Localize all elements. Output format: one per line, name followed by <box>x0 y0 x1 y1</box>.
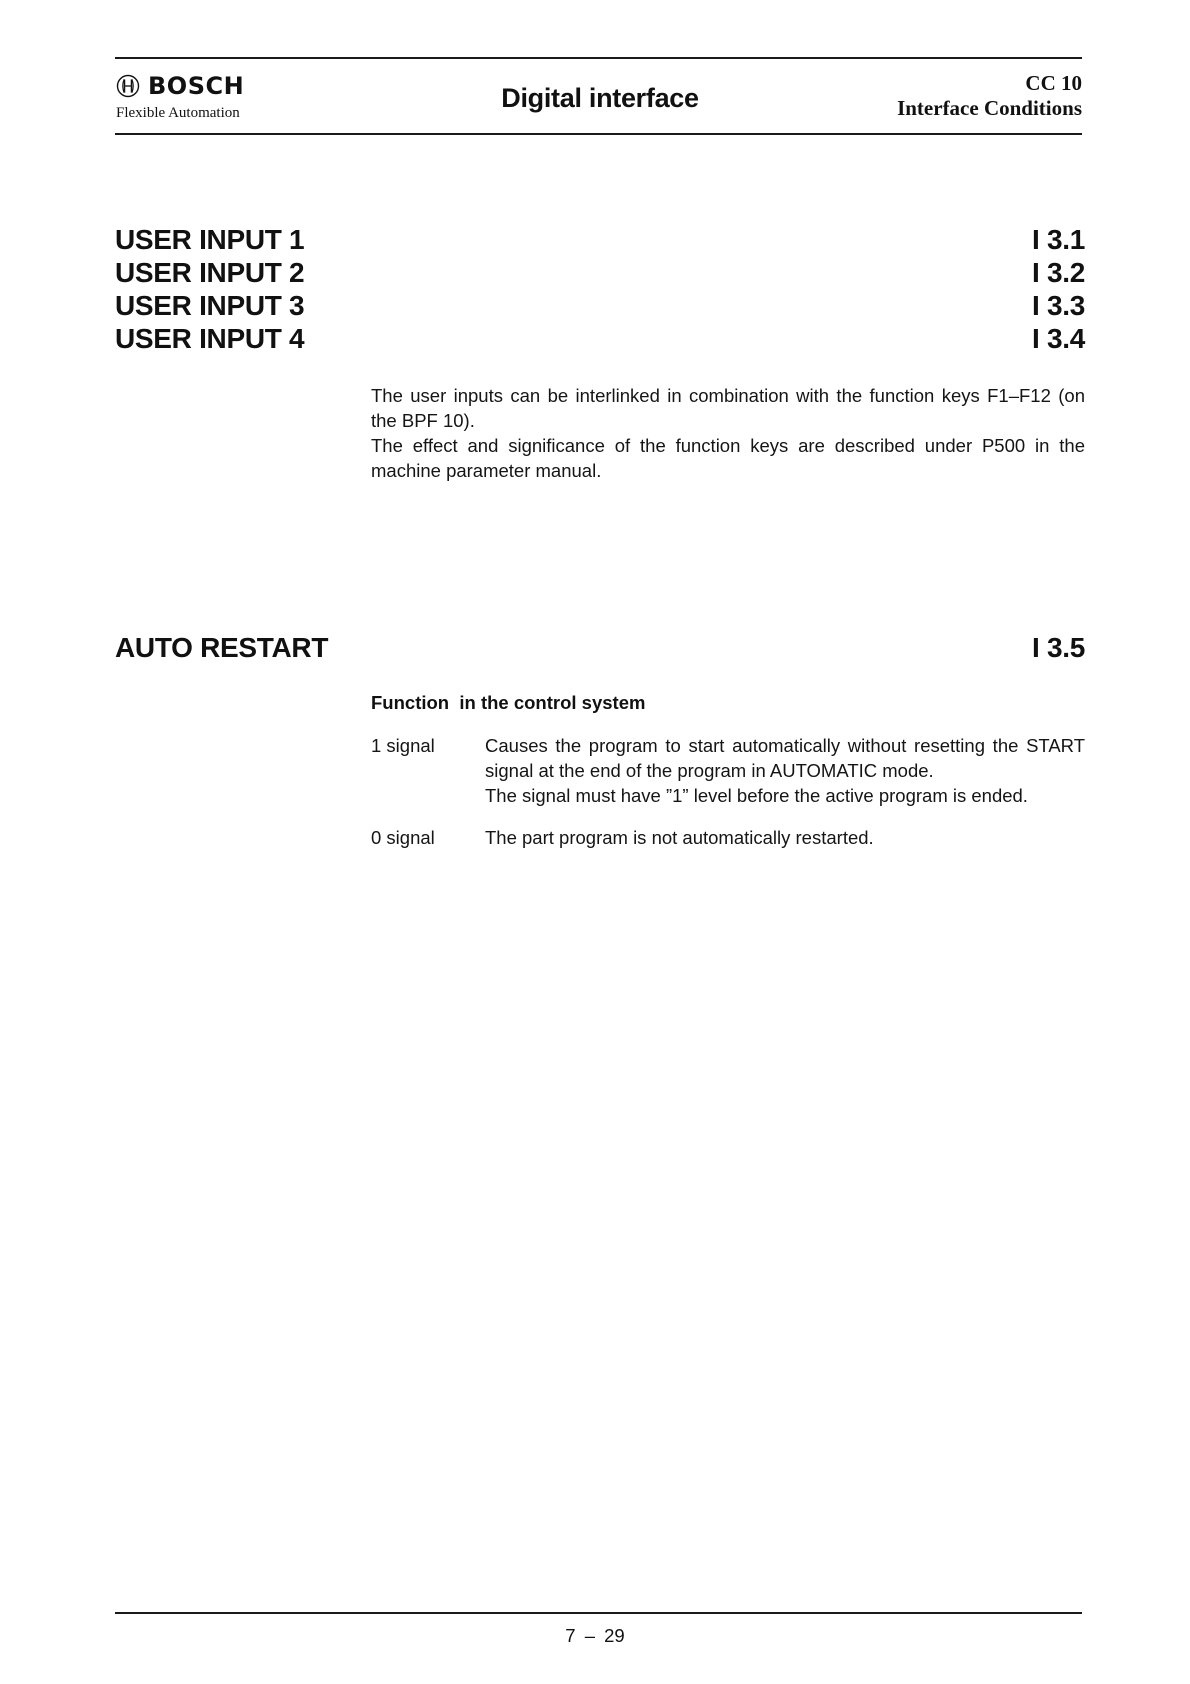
page-number: 7 – 29 <box>565 1625 625 1646</box>
brand-name: BOSCH <box>148 72 245 100</box>
paragraph: The user inputs can be interlinked in combination with the function keys F1–F12 (on the BPF 10). <box>371 385 1085 431</box>
bosch-logo <box>116 72 316 124</box>
signal-line: The part program is not automatically restarted. <box>485 827 874 848</box>
document-id <box>897 71 1082 121</box>
section-heading-label: USER INPUT 2 <box>115 257 305 288</box>
section-heading-row <box>115 289 1085 322</box>
user-input-description <box>371 383 1085 483</box>
document-code: CC 10 <box>1025 71 1082 95</box>
document-section: Interface Conditions <box>897 96 1082 120</box>
section-heading-row <box>115 223 1085 256</box>
section-code: I 3.5 <box>1032 632 1085 663</box>
section-heading-row <box>115 322 1085 355</box>
signal-definition-0 <box>371 825 1085 851</box>
section-heading-label: USER INPUT 3 <box>115 290 305 321</box>
section-heading-row <box>115 256 1085 289</box>
function-subheading: Function in the control system <box>371 692 646 713</box>
paragraph: The effect and significance of the function keys are described under P500 in the machine parameter manual. <box>371 435 1085 481</box>
document-title: Digital interface <box>501 83 699 113</box>
user-input-headings <box>115 223 1085 355</box>
signal-definition-1 <box>371 733 1085 811</box>
auto-restart-heading <box>115 631 1085 664</box>
signal-description <box>485 733 1085 808</box>
signal-label: 0 signal <box>371 827 435 848</box>
section-code: I 3.2 <box>1032 257 1085 288</box>
header-top-rule <box>115 57 1082 59</box>
brand-subtitle: Flexible Automation <box>116 105 240 121</box>
footer-rule <box>115 1612 1082 1614</box>
section-heading-row <box>115 631 1085 664</box>
signal-label: 1 signal <box>371 735 435 756</box>
section-heading-label: USER INPUT 1 <box>115 224 305 255</box>
section-code: I 3.4 <box>1032 323 1085 354</box>
header-bottom-rule <box>115 133 1082 135</box>
signal-description <box>485 825 1085 850</box>
signal-line: The signal must have ”1” level before the active program is ended. <box>485 785 1028 806</box>
section-code: I 3.1 <box>1032 224 1085 255</box>
signal-line: Causes the program to start automatically without resetting the START signal at the end of the program in AUTOMATIC mode. <box>485 735 1085 781</box>
section-heading-label: AUTO RESTART <box>115 632 329 663</box>
bosch-armature-icon <box>116 74 140 98</box>
section-heading-label: USER INPUT 4 <box>115 323 305 354</box>
section-code: I 3.3 <box>1032 290 1085 321</box>
